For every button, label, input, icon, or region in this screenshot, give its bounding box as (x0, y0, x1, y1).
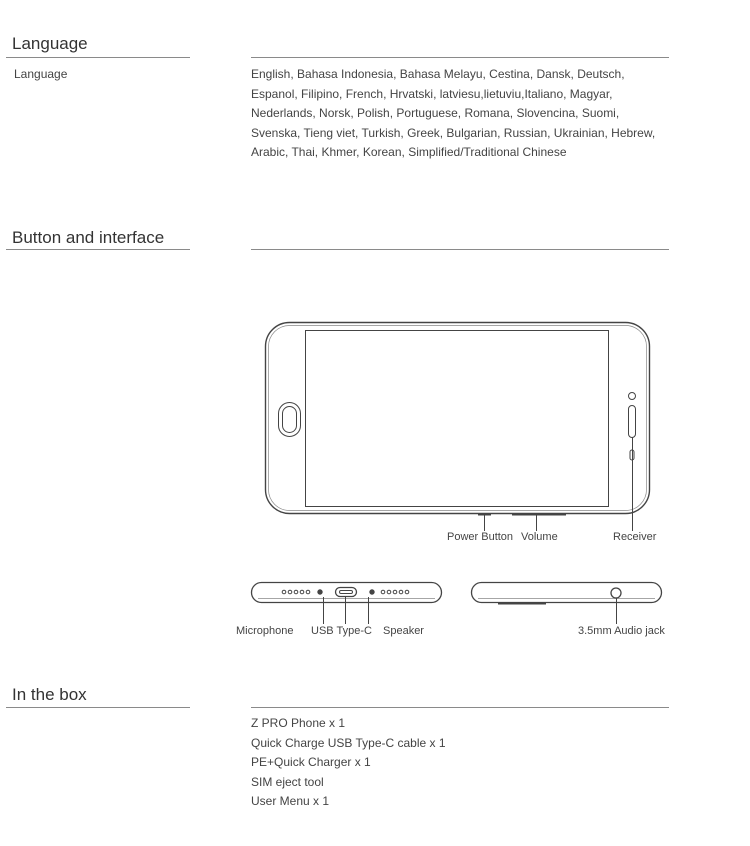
receiver-grille (629, 406, 636, 438)
list-item: User Menu x 1 (251, 794, 330, 809)
list-item: Z PRO Phone x 1 (251, 716, 346, 730)
divider (6, 707, 190, 708)
phone-screen (306, 331, 609, 507)
list-item: PE+Quick Charger x 1 (251, 755, 371, 770)
phone-body (266, 323, 650, 514)
power-button-label: Power Button (447, 531, 514, 543)
audio-jack (611, 588, 621, 598)
phone-bottom-edge (252, 583, 442, 603)
phone-top-edge (472, 583, 662, 603)
button-interface-section-title: Button and interface (12, 228, 165, 247)
phone-body-inner (269, 326, 647, 511)
language-section-title: Language (12, 34, 88, 53)
audio-jack-label: 3.5mm Audio jack (578, 625, 665, 637)
receiver-label: Receiver (613, 531, 657, 543)
list-item: SIM eject tool (251, 774, 324, 789)
microphone-label: Microphone (236, 625, 294, 637)
speaker-holes (381, 590, 409, 594)
in-the-box-section-title: In the box (12, 685, 87, 704)
language-list: English, Bahasa Indonesia, Bahasa Melayu, Cestina, Dansk, Deutsch, Espanol, Filipino, French, Hrvatski, latviesu,lietuviu,Italiano, Magyar, Nederlands, Norsk, Polish, Portuguese, Romana, Slovencina, Suomi, Svenska, Tieng viet, Turkish, Greek, Bulgarian, Russian, Ukrainian, Hebrew, Arabic, Thai, Khmer, Korean, Simplified/Traditional Chinese (251, 67, 656, 160)
language-label: Language (14, 67, 68, 81)
divider (251, 707, 669, 708)
in-the-box-list (251, 714, 446, 812)
speaker-label: Speaker (383, 625, 424, 637)
volume-label: Volume (521, 531, 558, 543)
microphone-holes (282, 590, 310, 594)
list-item: Quick Charge USB Type-C cable x 1 (251, 735, 446, 750)
usb-type-c-port (336, 588, 357, 597)
home-button-inner (283, 407, 297, 433)
front-camera (629, 393, 636, 400)
usb-type-c-label: USB Type-C (311, 625, 372, 637)
home-button (279, 403, 301, 437)
